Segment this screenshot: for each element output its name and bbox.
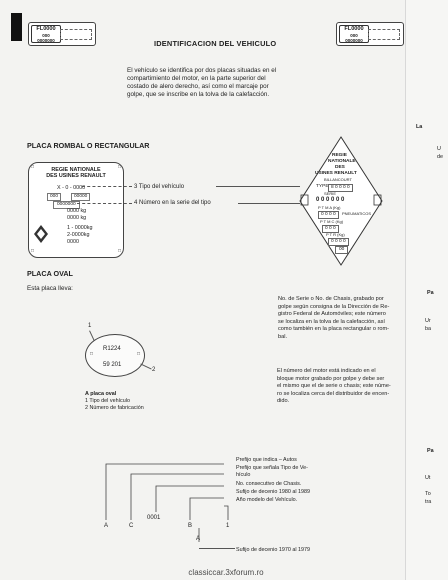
right-col-de: de (437, 154, 443, 160)
motor-line: dido. (277, 398, 290, 404)
rhombus-type-label: TYPE (316, 184, 329, 189)
oval-caption-2: 2 Número de fabricación (85, 405, 144, 411)
plate-rivet-bottom-left: □ (31, 249, 34, 255)
code-digit-one: 1 (226, 523, 230, 529)
plate-kg-2: 0000 kg (67, 215, 87, 221)
badge-suffix: 0000000 (345, 37, 363, 43)
legend-item-3: No. consecutivo de Chasis. (236, 481, 302, 487)
rhombus-bottom: 00 (335, 246, 348, 254)
rhombus-l1: REGIE (332, 153, 347, 158)
rhombus-serial-value: 0 0 0 0 0 0 (316, 197, 345, 203)
right-col-u2: Ur (425, 318, 431, 324)
oval-rivet-left: □ (90, 352, 93, 357)
top-left-badge (28, 22, 96, 46)
rhombus-l2: NATIONALE (328, 159, 356, 164)
rhombus-ptra-value: 0 0 0 0 (328, 238, 349, 246)
callout-item-4: 4 Número en la serie del tipo (134, 200, 211, 206)
right-col-ut: Ut (425, 475, 431, 481)
legend-item-2a: Prefijo que señala Tipo de Ve- (236, 465, 308, 471)
top-left-badge-label (31, 25, 61, 43)
decade-pointer (199, 548, 235, 549)
legend-item-6: Sufijo de decenio 1970 al 1979 (236, 547, 311, 553)
oval-intro: Esta placa lleva: (27, 285, 73, 292)
oval-caption-title: A placa oval (85, 391, 117, 397)
renault-logo (34, 225, 48, 243)
plate-model-code: X - 0 - 0000 (57, 185, 86, 191)
oval-callout-line-2 (140, 364, 151, 370)
plate-kg-4: 2-0000kg (67, 232, 90, 238)
legend-item-4: Sufijo de decenio 1980 al 1989 (236, 489, 311, 495)
callout-line-4 (77, 203, 132, 204)
legend-item-5: Año modelo del Vehículo. (236, 497, 298, 503)
chasis-line: golpe según consigna de la Dirección de Re- (278, 303, 390, 310)
intro-line: golpe, que se inscribe en la tolva de la calefacción. (127, 91, 270, 98)
section-oval-title: PLACA OVAL (27, 269, 73, 278)
top-right-badge-label (339, 25, 369, 43)
plate-kg-1: 0000 kg (67, 208, 87, 214)
rhombus-ptmc-value: 0 0 0 (322, 225, 339, 233)
chasis-line: bal. (278, 333, 288, 340)
legend-item-1: Prefijo que indica – Autos (236, 457, 297, 463)
watermark-footer: classiccar.3xforum.ro (188, 568, 264, 577)
plate-code-a: 000 (47, 193, 61, 201)
code-letter-b: B (188, 523, 193, 529)
chasis-line: se localiza en la tolva de la calefacción, así (278, 318, 385, 325)
intro-line: costado de alero derecho, así como el marcaje por (127, 83, 269, 90)
motor-line: ro se localiza cerca del distribuidor de encen- (277, 390, 390, 397)
plate-kg-5: 0000 (67, 239, 79, 245)
right-col-la: La (416, 124, 423, 130)
right-col-pa1: Pa (427, 290, 434, 296)
rhombus-l4: USINES RENAULT (315, 171, 357, 176)
rhombus-l3: DES (335, 165, 345, 170)
oval-rivet-right: □ (137, 352, 140, 357)
callout-line-4b (238, 203, 300, 204)
right-col-ba: ba (425, 326, 431, 332)
chasis-line: No. de Serie o No. de Chasis, grabado por (278, 296, 384, 302)
rhombus-ptra: P T R (Kg) (326, 232, 345, 237)
badge-mid: 000 (42, 32, 50, 38)
plate-line-1: REGIE NATIONALE (51, 167, 101, 173)
oval-callout-2: 2 (152, 367, 156, 373)
callout-line-3b (216, 186, 300, 187)
motor-line: el mismo que el de serie o chasis; este núme- (277, 383, 391, 389)
top-right-badge (336, 22, 404, 46)
intro-line: El vehículo se identifica por dos placas situadas en el (127, 67, 277, 74)
callout-item-3: 3 Tipo del vehículo (134, 184, 185, 190)
section-rombal-title: PLACA ROMBAL O RECTANGULAR (27, 141, 150, 150)
adjacent-page-column (405, 0, 448, 580)
oval-callout-1: 1 (88, 323, 92, 329)
badge-prefix: FL0000 (344, 26, 364, 32)
plate-rivet-bottom-right: □ (118, 249, 121, 255)
chasis-line: gistro Federal de Automóviles; este número (278, 311, 386, 317)
intro-paragraph (127, 67, 312, 99)
right-col-to: To (425, 491, 431, 497)
code-number: 0001 (147, 515, 161, 521)
oval-bottom-value: 59 201 (103, 362, 122, 368)
callout-line-3 (82, 186, 132, 187)
right-col-u: U (437, 146, 441, 152)
badge-prefix: FL0000 (36, 26, 56, 32)
badge-dash-box (60, 29, 92, 40)
rectangular-plate (28, 162, 124, 258)
motor-paragraph (277, 368, 403, 406)
oval-caption-1: 1 Tipo del vehículo (85, 398, 130, 404)
right-col-pa2: Pa (427, 448, 434, 454)
rhombus-ptma-value: 0 0 0 0 (318, 211, 339, 219)
plate-line-2: DES USINES RENAULT (46, 173, 106, 179)
rhombus-serial-label: SERIE (324, 191, 337, 196)
badge-mid: 000 (350, 32, 358, 38)
right-col-tra: tra (425, 499, 432, 505)
motor-line: bloque motor grabado por golpe y debe ser (277, 375, 385, 382)
code-letter-c: C (129, 523, 134, 529)
chasis-paragraph (278, 296, 403, 341)
rhombus-ptma-sub: PNEUMATICOS (342, 211, 372, 216)
serial-diagram-lines (100, 452, 240, 542)
rhombus-ptmc: P T M C (Kg) (320, 219, 344, 224)
chasis-line: como también en la placa rectangular o rom- (278, 326, 389, 332)
rhombus-l5: BILLANCOURT (324, 177, 352, 182)
oval-plate (85, 334, 145, 377)
page-edge-tab (11, 13, 22, 41)
code-letter-a2: A (196, 536, 201, 542)
plate-rivet-top-left: □ (31, 165, 34, 170)
badge-suffix: 0000000 (37, 37, 55, 43)
page-title: IDENTIFICACION DEL VEHICULO (154, 39, 277, 48)
plate-kg-3: 1 - 0000kg (67, 225, 93, 231)
rhombus-ptma: P T M A (Kg) (318, 205, 341, 210)
plate-serial: 0000000 (53, 201, 80, 209)
motor-line: El número del motor está indicado en el (277, 368, 376, 374)
badge-dash-box (368, 29, 400, 40)
rhombus-type-value: 8 0 0 0 0 (328, 184, 353, 192)
code-letter-a: A (104, 523, 109, 529)
oval-top-value: R1224 (103, 346, 121, 352)
plate-code-b: 00000 (71, 193, 90, 201)
legend-item-2b: hículo (236, 472, 251, 478)
plate-rivet-top-right: □ (118, 165, 121, 170)
intro-line: compartimiento del motor, en la parte superior del (127, 75, 266, 82)
